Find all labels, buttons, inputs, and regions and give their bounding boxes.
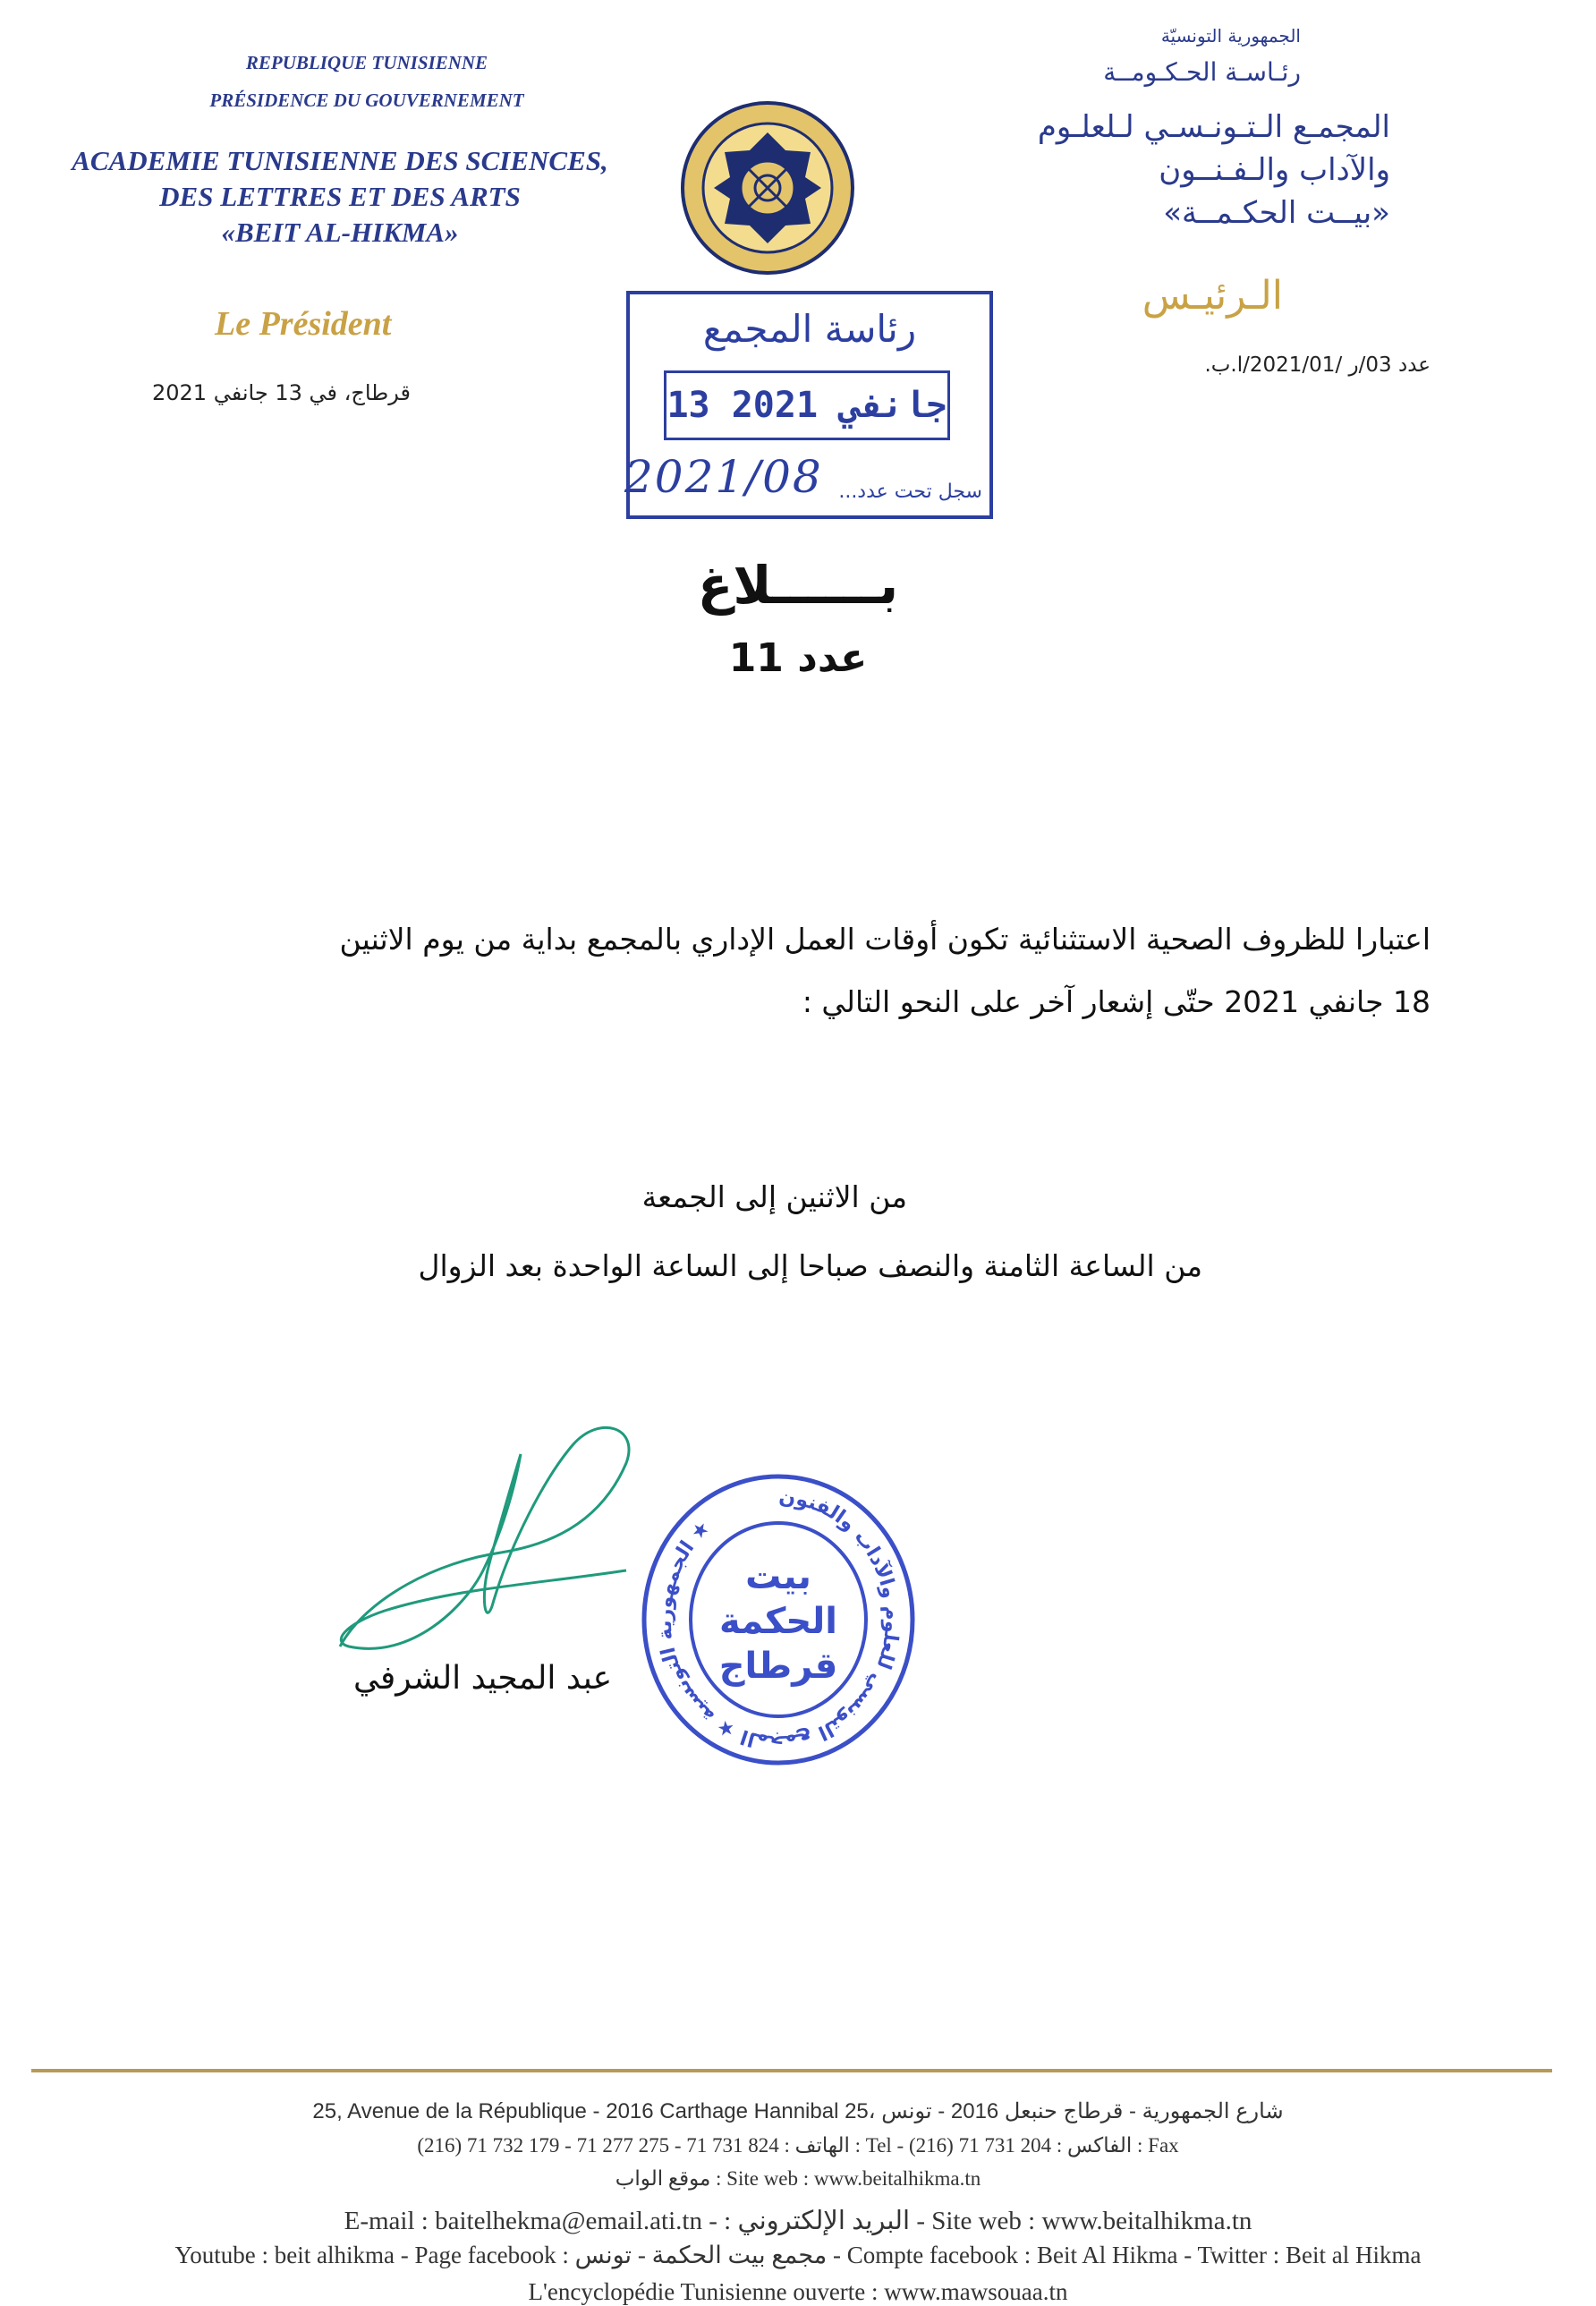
seal-center-line1: بيت bbox=[745, 1556, 811, 1597]
academy-logo bbox=[678, 98, 857, 277]
stamp-handwritten-number: 2021/08 bbox=[624, 451, 823, 503]
reception-stamp bbox=[626, 291, 993, 519]
body-line-2: 18 جانفي 2021 حتّى إشعار آخر على النحو التالي : bbox=[802, 984, 1430, 1019]
reference-number: عدد 03/ر /2021/01/ا.ب. bbox=[1204, 353, 1430, 377]
schedule-hours: من الساعة الثامنة والنصف صباحا إلى الساعة الواحدة بعد الزوال bbox=[418, 1248, 1202, 1283]
republic-label-fr: REPUBLIQUE TUNISIENNE bbox=[245, 52, 488, 73]
seal-center-line3: قرطاج bbox=[718, 1646, 838, 1687]
stamp-register-label: سجل تحت عدد... bbox=[838, 481, 982, 503]
presidency-label-ar: رئـاسـة الحـكـومــة bbox=[1103, 57, 1301, 87]
body-line-1: اعتبارا للظروف الصحية الاستثنائية تكون أوقات العمل الإداري بالمجمع بداية من يوم الاثنين bbox=[339, 922, 1430, 957]
academy-name-ar-line2: والآداب والـفـنــون bbox=[1159, 152, 1390, 188]
seal-ring-text: الجمهورية التونسية ★ المجمع التونسي للعلوم والآداب والفنون ★ bbox=[653, 1485, 904, 1754]
republic-label-ar: الجمهورية التونسيّة bbox=[1160, 25, 1301, 47]
footer-social: Youtube : beit alhikma - Page facebook : مجمع بيت الحكمة - تونس - Compte facebook : Beit Al Hikma - Twitter : Beit al Hikma bbox=[174, 2242, 1422, 2268]
academy-name-fr bbox=[54, 143, 626, 251]
document-date: قرطاج، في 13 جانفي 2021 bbox=[152, 380, 411, 405]
academy-name-line3: «BEIT AL-HIKMA» bbox=[221, 217, 459, 248]
stamp-date: 13 جانفي 2021 bbox=[666, 385, 947, 426]
footer-encyclopedia: L'encyclopédie Tunisienne ouverte : www.mawsouaa.tn bbox=[528, 2278, 1068, 2305]
seal-center-line2: الحكمة bbox=[719, 1601, 837, 1642]
president-title-ar: الـرئيـس bbox=[1142, 273, 1283, 319]
footer-phones: الهاتف : 824 731 71 - 275 277 71 - 179 732 71 (216) : Tel - الفاكس : 204 731 71 (216) : Fax bbox=[417, 2134, 1179, 2157]
president-title-fr: Le Président bbox=[215, 305, 392, 343]
presidency-label-fr: PRÉSIDENCE DU GOUVERNEMENT bbox=[209, 89, 524, 111]
academy-name-line1: ACADEMIE TUNISIENNE DES SCIENCES, bbox=[72, 145, 608, 176]
academy-name-ar-line1: المجمـع الـتـونـسـي لـلعلـوم bbox=[1037, 109, 1390, 145]
footer-divider bbox=[31, 2069, 1552, 2072]
signer-name: عبد المجيد الشرفي bbox=[353, 1660, 613, 1697]
footer-email: E-mail : baitelhekma@email.ati.tn - : البريد الإلكتروني - Site web : www.beitalhikma.tn bbox=[344, 2207, 1252, 2235]
handwritten-signature bbox=[331, 1391, 653, 1660]
document-title: بــــــلاغ bbox=[697, 555, 899, 616]
schedule-days: من الاثنين إلى الجمعة bbox=[641, 1179, 907, 1214]
academy-name-ar bbox=[925, 106, 1390, 234]
stamp-title: رئاسة المجمع bbox=[702, 307, 917, 351]
document-number: عدد 11 bbox=[728, 635, 868, 681]
academy-name-ar-line3: «بيــت الحكـمــة» bbox=[1163, 195, 1390, 231]
footer-address: 25, Avenue de la République - 2016 Carthage Hannibal 25، شارع الجمهورية - قرطاج حنبعل 2016 - تونس bbox=[312, 2099, 1284, 2123]
stamp-date-box bbox=[664, 370, 950, 440]
footer-web: موقع الواب : Site web : www.beitalhikma.tn bbox=[615, 2167, 981, 2190]
academy-name-line2: DES LETTRES ET DES ARTS bbox=[159, 181, 521, 212]
official-seal bbox=[635, 1468, 921, 1772]
